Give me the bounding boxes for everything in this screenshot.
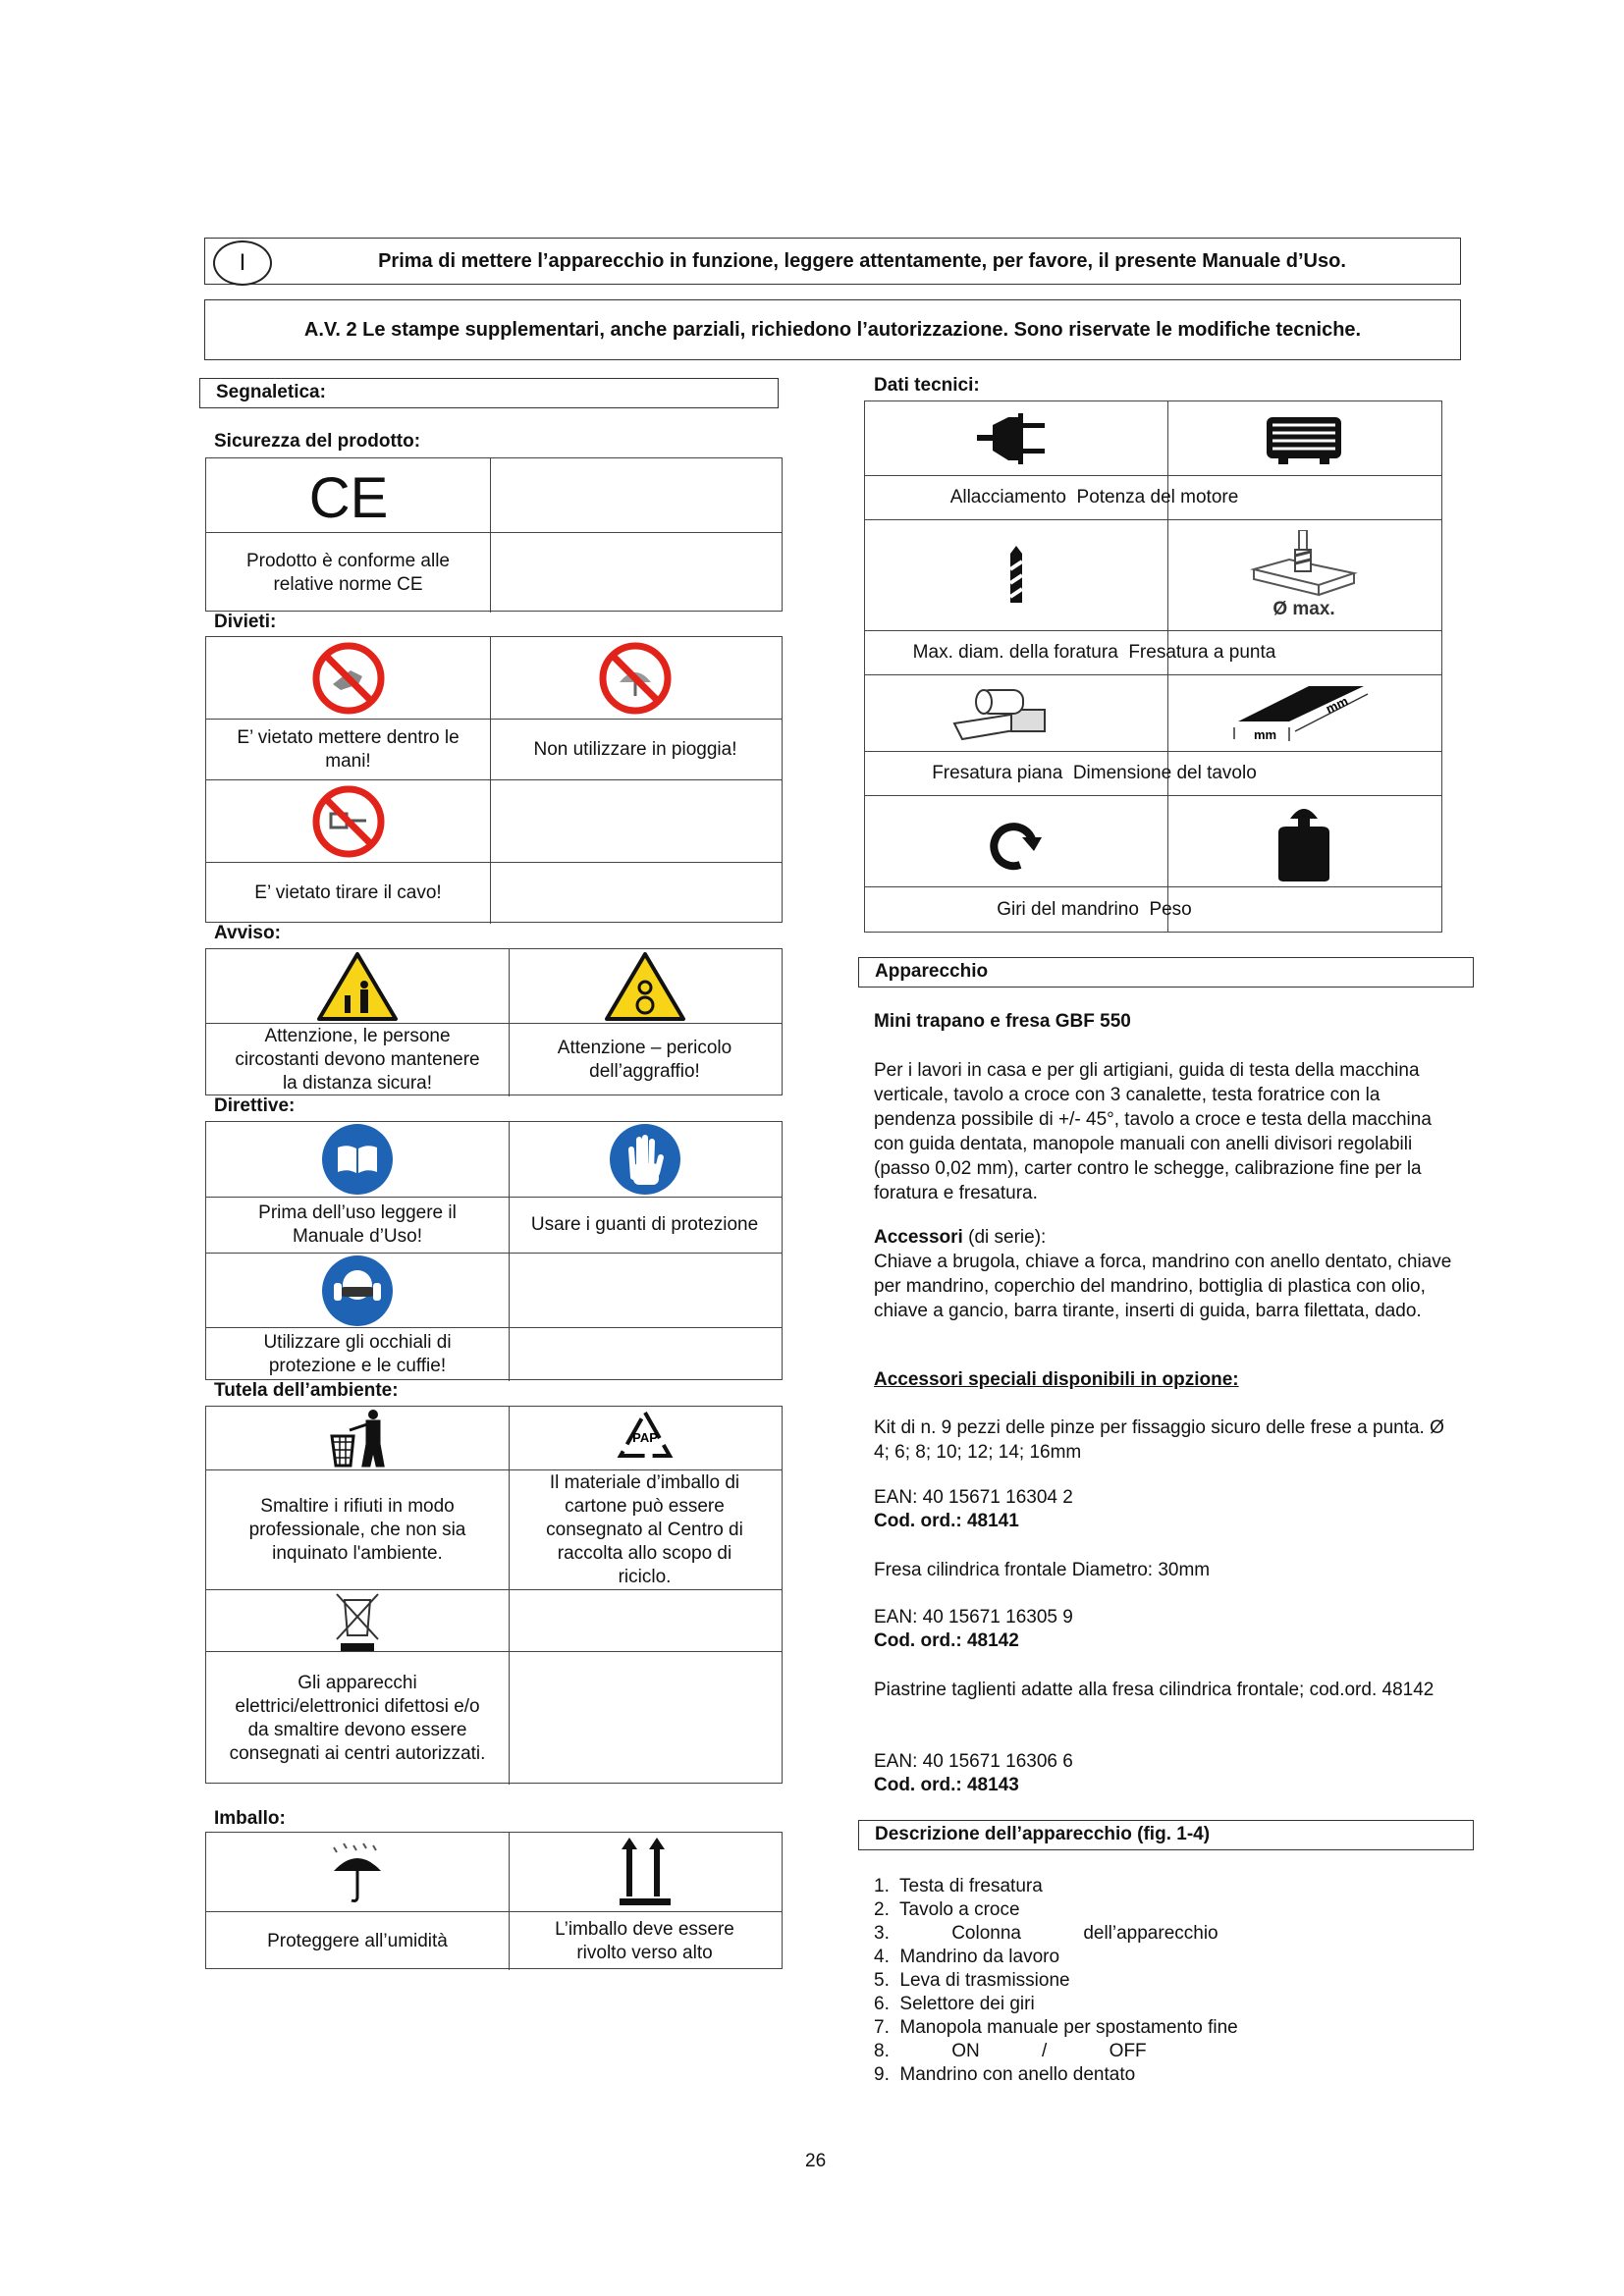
code-value: 48142 — [966, 1630, 1019, 1651]
read-manual-icon — [320, 1122, 395, 1197]
code-label: Cod. ord.: — [874, 1775, 967, 1795]
optional-item-desc: Fresa cilindrica frontale Diametro: 30mm — [874, 1560, 1211, 1580]
icon-cell — [1167, 675, 1440, 751]
icon-cell — [865, 675, 1167, 751]
optional-item-ean: EAN: 40 15671 16304 2 — [874, 1487, 1073, 1508]
table-cell: Gli apparecchi elettrici/elettronici difettosi e/o da smaltire devono essere consegnati ai centri autorizzati. — [229, 1672, 486, 1764]
label-row — [865, 630, 1441, 674]
section-label-divieti: Divieti: — [214, 612, 277, 632]
icon-row — [865, 674, 1441, 751]
weee-bin-icon — [333, 1590, 382, 1651]
optional-item-ean: EAN: 40 15671 16306 6 — [874, 1751, 1073, 1772]
icon-row — [206, 458, 782, 532]
icon-cell — [509, 1833, 781, 1911]
end-mill-icon — [1250, 530, 1358, 599]
text-row — [206, 719, 782, 779]
device-section-header — [858, 957, 1474, 988]
text-row — [206, 1469, 782, 1589]
column-divider — [509, 949, 510, 1023]
umbrella-icon — [330, 1840, 385, 1904]
warning-distance-icon — [315, 950, 400, 1023]
table-cell: E’ vietato tirare il cavo! — [254, 882, 442, 903]
code-value: 48143 — [966, 1775, 1019, 1795]
icon-cell — [490, 637, 781, 719]
icon-cell — [1167, 796, 1440, 886]
list-item: 4. Mandrino da lavoro — [874, 1947, 1060, 1967]
table-cell: Smaltire i rifiuti in modo professionale, che non sia inquinato l'ambiente. — [248, 1495, 466, 1564]
icon-cell — [1167, 520, 1440, 630]
column-divider — [509, 1328, 510, 1381]
table-cell — [490, 533, 781, 613]
section-label-direttive: Direttive: — [214, 1095, 296, 1116]
text-row — [206, 862, 782, 924]
parts-list — [874, 1875, 1238, 2087]
table-cell: Utilizzare gli occhiali di protezione e le cuffie! — [263, 1332, 452, 1376]
table-sicurezza — [205, 457, 783, 612]
code-value: 48141 — [966, 1511, 1019, 1531]
face-mill-icon — [952, 686, 1080, 741]
dispose-waste-icon — [328, 1409, 387, 1468]
table-cell: E’ vietato mettere dentro le mani! — [237, 726, 460, 772]
code-label: Cod. ord.: — [874, 1511, 967, 1531]
label-row — [865, 886, 1441, 932]
list-item: 3. Colonna dell’apparecchio — [874, 1923, 1218, 1944]
icon-cell — [490, 458, 781, 532]
signage-title — [199, 378, 779, 408]
label-row — [865, 751, 1441, 795]
icon-cell — [509, 949, 781, 1023]
no-pull-cable-icon — [311, 784, 386, 859]
notice-text: Prima di mettere l’apparecchio in funzione, leggere attentamente, per favore, il presente Manuale d’Uso. — [378, 249, 1346, 272]
list-item: 9. Mandrino con anello dentato — [874, 2064, 1136, 2085]
column-divider — [490, 863, 491, 924]
icon-cell — [206, 637, 490, 719]
svg-text:CE: CE — [308, 467, 388, 523]
icon-row — [206, 1122, 782, 1197]
parts-section-header — [858, 1820, 1474, 1850]
this-way-up-icon — [618, 1836, 673, 1908]
icon-cell — [509, 1122, 781, 1197]
table-divieti — [205, 636, 783, 923]
section-label-tutela: Tutela dell’ambiente: — [214, 1380, 399, 1401]
table-cell: Non utilizzare in pioggia! — [533, 738, 737, 760]
column-divider — [490, 533, 491, 613]
column-divider — [509, 1833, 510, 1911]
icon-cell — [206, 1254, 509, 1327]
icon-cell — [509, 1590, 781, 1651]
column-divider — [490, 458, 491, 532]
icon-row — [865, 401, 1441, 475]
icon-cell — [206, 1407, 509, 1469]
list-item: 7. Manopola manuale per spostamento fine — [874, 2017, 1238, 2038]
column-divider — [490, 780, 491, 862]
goggles-earmuffs-icon — [320, 1254, 395, 1328]
table-cell: Attenzione – pericolo dell’aggraffio! — [557, 1038, 732, 1082]
table-cell: Prodotto è conforme alle relative norme CE — [245, 550, 450, 595]
icon-cell — [206, 1590, 509, 1651]
icon-row — [206, 1589, 782, 1651]
column-divider — [509, 1198, 510, 1253]
icon-cell — [206, 780, 490, 862]
accessories-title: Accessori — [874, 1227, 963, 1248]
column-divider — [509, 1470, 510, 1589]
product-name: Mini trapano e fresa GBF 550 — [874, 1011, 1131, 1032]
drill-bit-icon — [1006, 546, 1026, 605]
icon-row — [206, 779, 782, 862]
plug-icon — [977, 411, 1056, 466]
text-row — [206, 532, 782, 613]
optional-item-code — [874, 1509, 1473, 1533]
icon-cell — [206, 1833, 509, 1911]
table-size-icon — [1230, 682, 1378, 745]
optional-item-code — [874, 1773, 1473, 1797]
label-row — [865, 475, 1441, 519]
table-cell: Attenzione, le persone circostanti devono mantenere la distanza sicura! — [235, 1026, 480, 1094]
icon-row — [206, 1253, 782, 1327]
copyright-text: A.V. 2 Le stampe supplementari, anche parziali, richiedono l’autorizzazione. Sono riservate le modifiche tecniche. — [303, 318, 1362, 341]
column-divider — [509, 1122, 510, 1197]
section-label-imballo: Imballo: — [214, 1808, 286, 1829]
no-rain-icon — [598, 641, 673, 716]
gloves-icon — [608, 1122, 682, 1197]
svg-text:mm: mm — [1254, 726, 1277, 742]
section-label-avviso: Avviso: — [214, 923, 281, 943]
column-divider — [509, 1024, 510, 1096]
diameter-max-label: Ø max. — [1272, 599, 1335, 619]
text-row — [206, 1651, 782, 1785]
language-badge: I — [213, 240, 272, 286]
tech-data-table — [864, 400, 1442, 933]
copyright-banner — [204, 299, 1461, 360]
accessories-suffix: (di serie): — [962, 1227, 1047, 1248]
weight-icon — [1272, 799, 1335, 883]
warning-entanglement-icon — [603, 950, 687, 1023]
icon-cell — [509, 1254, 781, 1327]
text-row — [206, 1911, 782, 1970]
icon-cell — [865, 401, 1167, 475]
optional-accessories-title: Accessori speciali disponibili in opzione: — [874, 1369, 1239, 1390]
table-cell: L’imballo deve essere rivolto verso alto — [555, 1918, 734, 1963]
tech-label: Allacciamento Potenza del motore — [949, 487, 1239, 507]
tech-label: Giri del mandrino Peso — [997, 898, 1192, 920]
parts-section-title: Descrizione dell’apparecchio (fig. 1-4) — [875, 1824, 1211, 1844]
icon-row — [206, 949, 782, 1023]
icon-row — [865, 519, 1441, 630]
optional-item-desc: Kit di n. 9 pezzi delle pinze per fissaggio sicuro delle frese a punta. Ø 4; 6; 8; 10; 12; 14; 16mm — [874, 1417, 1444, 1463]
icon-cell — [206, 458, 490, 532]
section-label-sicurezza: Sicurezza del prodotto: — [214, 431, 421, 452]
optional-item-code — [874, 1629, 1473, 1653]
table-cell — [490, 863, 781, 924]
svg-text:mm: mm — [1323, 692, 1351, 717]
icon-cell — [206, 1122, 509, 1197]
icon-cell — [865, 520, 1167, 630]
column-divider — [509, 1407, 510, 1469]
device-section-title: Apparecchio — [875, 961, 989, 982]
table-avviso — [205, 948, 783, 1095]
column-divider — [509, 1254, 510, 1327]
product-description: Per i lavori in casa e per gli artigiani, guida di testa della macchina verticale, tavolo a croce con 3 canalette, testa foratrice con la pendenza possibile di +/- 45°, tavolo a croce e testa della macchina con guida dentata, manopole manuali con anelli divisori regolabili (passo 0,02 mm), carter contro le schegge, calibrazione fine per la foratura e fresatura. — [874, 1060, 1432, 1203]
icon-cell — [865, 796, 1167, 886]
text-row — [206, 1327, 782, 1381]
table-direttive — [205, 1121, 783, 1380]
icon-row — [206, 1833, 782, 1911]
text-row — [206, 1023, 782, 1096]
notice-banner — [204, 238, 1461, 285]
accessories-list: Chiave a brugola, chiave a forca, mandrino con anello dentato, chiave per mandrino, coperchio del mandrino, bottiglia di plastica con olio, chiave a gancio, barra tirante, inserti di guida, barra filettata, dado. — [874, 1252, 1452, 1321]
list-item: 1. Testa di fresatura — [874, 1876, 1043, 1896]
table-imballo — [205, 1832, 783, 1969]
list-item: 6. Selettore dei giri — [874, 1994, 1035, 2014]
svg-text:PAP: PAP — [631, 1430, 658, 1445]
column-divider — [490, 720, 491, 779]
tech-data-label: Dati tecnici: — [874, 375, 980, 396]
icon-row — [865, 795, 1441, 886]
icon-cell — [509, 1407, 781, 1469]
table-cell: Prima dell’uso leggere il Manuale d’Uso! — [258, 1202, 457, 1247]
table-cell — [509, 1328, 781, 1381]
column-divider — [509, 1912, 510, 1970]
signage-title-text: Segnaletica: — [216, 382, 326, 402]
list-item: 5. Leva di trasmissione — [874, 1970, 1070, 1991]
table-cell: Usare i guanti di protezione — [530, 1214, 759, 1235]
optional-item-ean: EAN: 40 15671 16305 9 — [874, 1607, 1073, 1628]
page-number: 26 — [805, 2151, 827, 2171]
column-divider — [509, 1652, 510, 1785]
list-item: 2. Tavolo a croce — [874, 1899, 1020, 1920]
recycle-pap-icon — [613, 1409, 677, 1468]
list-item: 8. ON / OFF — [874, 2041, 1147, 2061]
text-row — [206, 1197, 782, 1253]
icon-row — [206, 1407, 782, 1469]
tech-label: Max. diam. della foratura Fresatura a punta — [912, 642, 1276, 663]
table-cell — [509, 1652, 781, 1785]
motor-icon — [1265, 411, 1343, 466]
icon-cell — [490, 780, 781, 862]
table-cell: Il materiale d’imballo di cartone può essere consegnato al Centro di raccolta allo scopo di riciclo. — [546, 1471, 743, 1587]
icon-cell — [1167, 401, 1440, 475]
icon-cell — [206, 949, 509, 1023]
rotation-icon — [985, 810, 1048, 873]
table-cell: Proteggere all’umidità — [267, 1930, 448, 1951]
column-divider — [490, 637, 491, 719]
tech-label: Fresatura piana Dimensione del tavolo — [932, 763, 1257, 783]
no-hands-icon — [311, 641, 386, 716]
column-divider — [509, 1590, 510, 1651]
accessories-heading — [874, 1225, 1473, 1250]
icon-row — [206, 637, 782, 719]
optional-item-desc: Piastrine taglienti adatte alla fresa cilindrica frontale; cod.ord. 48142 — [874, 1680, 1435, 1700]
code-label: Cod. ord.: — [874, 1630, 967, 1651]
table-tutela — [205, 1406, 783, 1784]
ce-mark-icon — [309, 468, 388, 523]
